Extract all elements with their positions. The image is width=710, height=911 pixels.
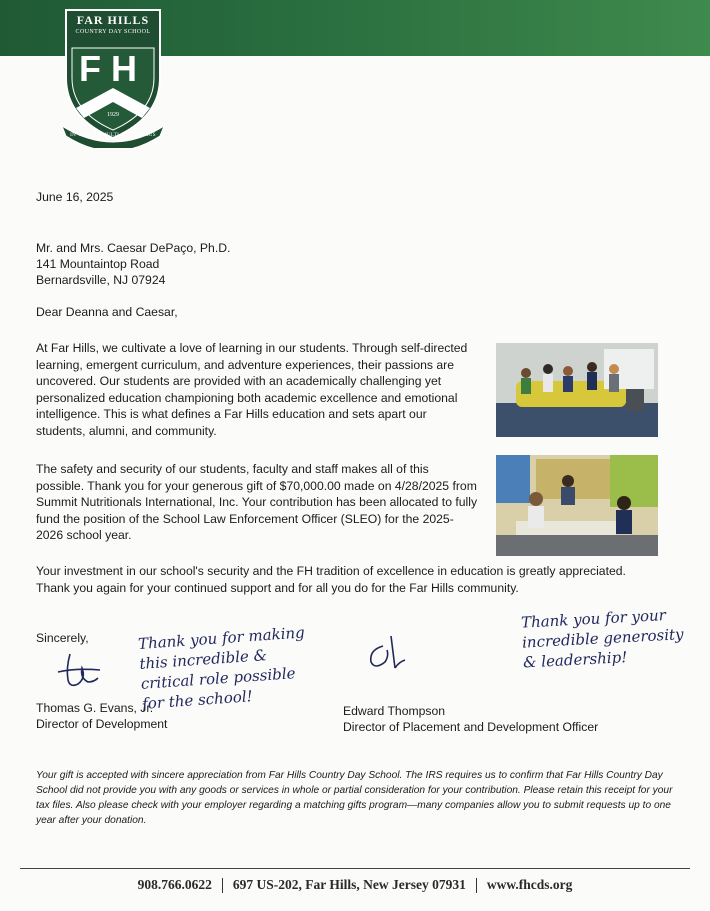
- body-paragraph-3: Your investment in our school's security and the FH tradition of excellence in education is greatly appreciated. Thank you again for your continued support and for all you do for the Far Hills community.: [36, 564, 626, 595]
- recipient-name: Mr. and Mrs. Caesar DePaço, Ph.D.: [36, 241, 231, 255]
- contact-bar: [0, 877, 710, 893]
- letter-date: June 16, 2025: [36, 190, 114, 204]
- body-paragraph-2: The safety and security of our students, faculty and staff makes all of this possible. Thank you for your generous gift of $70,000.00 made on 4/28/2025 from Summit Nutritionals International, Inc. Your contribution has been allocated to fully fund the position of the School Law Enforcement Officer (SLEO) for the 2025-2026 school year.: [36, 462, 478, 542]
- recipient-city: Bernardsville, NJ 07924: [36, 273, 166, 287]
- body-paragraph-1: At Far Hills, we cultivate a love of learning in our students. Through self-directed learning, emergent curriculum, and adventure experiences, their passions are uncovered. Our students are provided with an academically challenging yet personalized education championing both academic excellence and emotional intelligence. This is what defines a Far Hills education and sets apart our students, alumni, and community.: [36, 341, 468, 438]
- school-motto: IN VIRTUTE MULTI ASCENDIMUS: [70, 133, 156, 138]
- school-name-line2: COUNTRY DAY SCHOOL: [75, 29, 151, 35]
- recipient-street: 141 Mountaintop Road: [36, 257, 160, 271]
- closing: Sincerely,: [36, 631, 89, 645]
- signer-2-title: Director of Placement and Development Officer: [343, 720, 599, 734]
- handwritten-note-evans: Thank you for making this incredible & critical role possible for the school!: [137, 623, 306, 713]
- signer-2-name: Edward Thompson: [343, 704, 446, 718]
- contact-separator: [222, 878, 223, 893]
- contact-separator: [476, 878, 477, 893]
- school-crest: [58, 8, 168, 148]
- signer-1-title: Director of Development: [36, 717, 168, 731]
- contact-address: 697 US-202, Far Hills, New Jersey 07931: [232, 877, 466, 892]
- students-lounge-photo: [496, 343, 658, 437]
- handwritten-note-thompson: Thank you for your incredible generosity & leadership!: [520, 606, 684, 672]
- footer-divider: [20, 868, 690, 869]
- contact-phone: 908.766.0622: [137, 877, 212, 892]
- signer-1-name: Thomas G. Evans, Jr.: [36, 701, 154, 715]
- students-classroom-photo: [496, 455, 658, 556]
- tax-disclaimer: Your gift is accepted with sincere appreciation from Far Hills Country Day School. The IRS requires us to confirm that Far Hills Country Day School did not provide you with any goods or services in whole or partial consideration for your contribution. Please retain this receipt for your tax files. Also please check with your employer regarding a matching gifts program—many companies allow you to submit requests up to one year after your donation.: [36, 770, 673, 826]
- signature-evans-icon: [56, 648, 104, 692]
- school-name-line1: FAR HILLS: [76, 13, 150, 27]
- school-monogram: FH: [79, 48, 147, 89]
- signature-thompson-icon: [365, 632, 409, 674]
- salutation: Dear Deanna and Caesar,: [36, 305, 178, 319]
- founded-year: 1929: [107, 112, 119, 118]
- contact-website[interactable]: www.fhcds.org: [486, 877, 573, 892]
